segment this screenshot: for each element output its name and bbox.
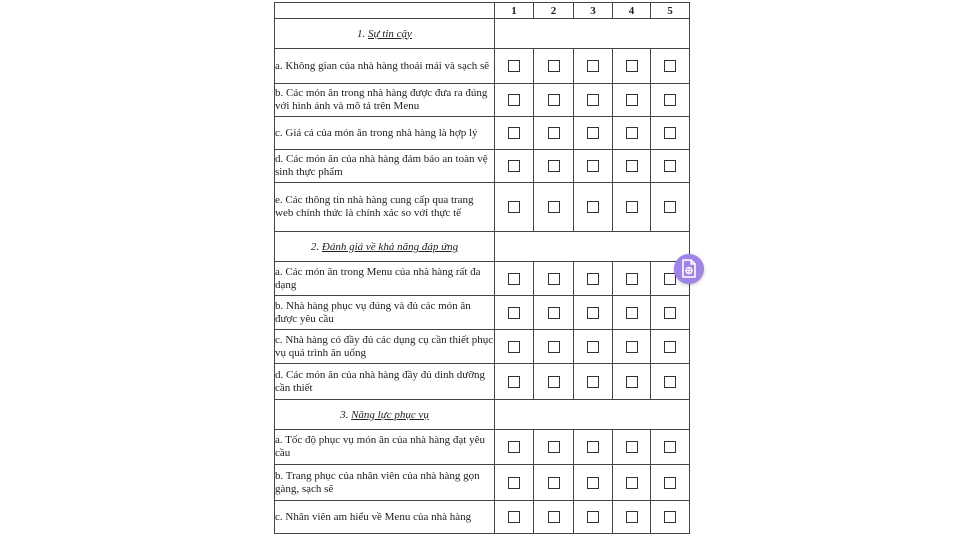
rating-checkbox[interactable] [664, 341, 676, 353]
question-text: e. Các thông tin nhà hàng cung cấp qua trang web chính thức là chính xác so với thực tế [275, 183, 495, 232]
rating-checkbox[interactable] [587, 341, 599, 353]
rating-cell-1 [495, 364, 534, 400]
rating-cell-2 [534, 296, 574, 330]
rating-checkbox[interactable] [548, 441, 560, 453]
rating-checkbox[interactable] [664, 60, 676, 72]
question-text: c. Nhân viên am hiểu về Menu của nhà hàng [275, 501, 495, 534]
rating-checkbox[interactable] [548, 376, 560, 388]
question-text: a. Các món ăn trong Menu của nhà hàng rất đa dạng [275, 262, 495, 296]
question-row [275, 430, 690, 465]
rating-cell-4 [613, 117, 651, 150]
rating-checkbox[interactable] [664, 441, 676, 453]
rating-cell-5 [651, 150, 690, 183]
rating-cell-1 [495, 117, 534, 150]
section-number: 2. [310, 240, 320, 253]
scale-header-row [275, 3, 690, 19]
question-row [275, 296, 690, 330]
rating-cell-1 [495, 501, 534, 534]
rating-cell-4 [613, 84, 651, 117]
scale-col-5: 5 [651, 3, 690, 19]
rating-checkbox[interactable] [587, 160, 599, 172]
rating-cell-3 [574, 150, 613, 183]
rating-cell-1 [495, 150, 534, 183]
rating-checkbox[interactable] [508, 477, 520, 489]
rating-checkbox[interactable] [508, 273, 520, 285]
rating-checkbox[interactable] [508, 201, 520, 213]
rating-checkbox[interactable] [508, 94, 520, 106]
rating-cell-3 [574, 501, 613, 534]
rating-checkbox[interactable] [548, 273, 560, 285]
rating-checkbox[interactable] [664, 511, 676, 523]
rating-checkbox[interactable] [626, 127, 638, 139]
rating-checkbox[interactable] [626, 273, 638, 285]
rating-cell-4 [613, 150, 651, 183]
rating-checkbox[interactable] [548, 127, 560, 139]
rating-cell-5 [651, 296, 690, 330]
rating-checkbox[interactable] [548, 341, 560, 353]
rating-checkbox[interactable] [587, 127, 599, 139]
question-text: d. Các món ăn của nhà hàng đảm bảo an toàn vệ sinh thực phẩm [275, 150, 495, 183]
rating-checkbox[interactable] [548, 511, 560, 523]
rating-cell-3 [574, 465, 613, 501]
section-title-text: Sự tin cậy [368, 27, 412, 40]
rating-checkbox[interactable] [664, 201, 676, 213]
question-text: c. Nhà hàng có đầy đủ các dụng cụ cần thiết phục vụ quá trình ăn uống [275, 330, 495, 364]
section-title [275, 232, 495, 262]
rating-cell-2 [534, 430, 574, 465]
rating-checkbox[interactable] [508, 511, 520, 523]
rating-checkbox[interactable] [508, 376, 520, 388]
rating-cell-2 [534, 117, 574, 150]
rating-cell-4 [613, 183, 651, 232]
rating-cell-5 [651, 330, 690, 364]
rating-cell-1 [495, 296, 534, 330]
rating-checkbox[interactable] [664, 477, 676, 489]
rating-checkbox[interactable] [587, 376, 599, 388]
scale-col-1: 1 [495, 3, 534, 19]
rating-cell-3 [574, 296, 613, 330]
rating-cell-2 [534, 364, 574, 400]
floating-ai-button[interactable] [674, 254, 704, 284]
rating-cell-4 [613, 296, 651, 330]
rating-cell-4 [613, 364, 651, 400]
rating-cell-4 [613, 330, 651, 364]
section-title-text: Năng lực phục vụ [351, 408, 429, 421]
rating-checkbox[interactable] [626, 160, 638, 172]
rating-checkbox[interactable] [587, 60, 599, 72]
question-row [275, 84, 690, 117]
rating-cell-2 [534, 330, 574, 364]
rating-cell-1 [495, 49, 534, 84]
rating-checkbox[interactable] [626, 441, 638, 453]
rating-cell-4 [613, 501, 651, 534]
rating-cell-2 [534, 501, 574, 534]
rating-checkbox[interactable] [587, 94, 599, 106]
rating-cell-2 [534, 262, 574, 296]
rating-checkbox[interactable] [587, 307, 599, 319]
rating-checkbox[interactable] [587, 511, 599, 523]
rating-checkbox[interactable] [587, 441, 599, 453]
rating-checkbox[interactable] [508, 307, 520, 319]
rating-cell-1 [495, 262, 534, 296]
rating-cell-4 [613, 262, 651, 296]
rating-checkbox[interactable] [626, 94, 638, 106]
rating-cell-5 [651, 501, 690, 534]
rating-cell-4 [613, 465, 651, 501]
rating-checkbox[interactable] [664, 94, 676, 106]
section-header-row [275, 400, 690, 430]
section-blank-cell [495, 232, 690, 262]
question-row [275, 330, 690, 364]
question-text: b. Trang phục của nhân viên của nhà hàng gọn gàng, sạch sẽ [275, 465, 495, 501]
header-corner-cell [275, 3, 495, 19]
rating-checkbox[interactable] [626, 60, 638, 72]
section-header-row [275, 232, 690, 262]
rating-cell-5 [651, 430, 690, 465]
rating-cell-1 [495, 84, 534, 117]
rating-cell-3 [574, 364, 613, 400]
rating-checkbox[interactable] [626, 341, 638, 353]
rating-checkbox[interactable] [626, 477, 638, 489]
rating-cell-2 [534, 183, 574, 232]
scale-col-4: 4 [613, 3, 651, 19]
rating-cell-4 [613, 49, 651, 84]
survey-body [275, 19, 690, 534]
scale-col-2: 2 [534, 3, 574, 19]
rating-checkbox[interactable] [548, 60, 560, 72]
section-number: 3. [340, 408, 349, 421]
rating-cell-3 [574, 330, 613, 364]
question-text: b. Nhà hàng phục vụ đúng và đủ các món ăn được yêu cầu [275, 296, 495, 330]
rating-cell-2 [534, 84, 574, 117]
question-row [275, 364, 690, 400]
rating-checkbox[interactable] [626, 201, 638, 213]
rating-checkbox[interactable] [664, 376, 676, 388]
rating-checkbox[interactable] [508, 441, 520, 453]
rating-cell-5 [651, 364, 690, 400]
document-ai-icon [680, 259, 698, 279]
section-title [275, 19, 495, 49]
section-title [275, 400, 495, 430]
rating-checkbox[interactable] [664, 127, 676, 139]
rating-cell-1 [495, 430, 534, 465]
rating-cell-3 [574, 117, 613, 150]
rating-cell-3 [574, 49, 613, 84]
rating-checkbox[interactable] [508, 160, 520, 172]
rating-cell-1 [495, 330, 534, 364]
rating-cell-5 [651, 49, 690, 84]
rating-cell-1 [495, 465, 534, 501]
question-text: a. Không gian của nhà hàng thoải mái và sạch sẽ [275, 49, 495, 84]
rating-checkbox[interactable] [548, 201, 560, 213]
question-text: d. Các món ăn của nhà hàng đầy đủ dinh dưỡng cần thiết [275, 364, 495, 400]
rating-cell-1 [495, 183, 534, 232]
question-text: c. Giá cả của món ăn trong nhà hàng là hợp lý [275, 117, 495, 150]
section-title-text: Đánh giá về khả năng đáp ứng [321, 240, 459, 253]
rating-cell-3 [574, 430, 613, 465]
rating-cell-3 [574, 183, 613, 232]
rating-cell-3 [574, 262, 613, 296]
rating-checkbox[interactable] [664, 160, 676, 172]
question-text: b. Các món ăn trong nhà hàng được đưa ra đúng với hình ảnh và mô tả trên Menu [275, 84, 495, 117]
question-row [275, 150, 690, 183]
rating-checkbox[interactable] [548, 477, 560, 489]
rating-checkbox[interactable] [548, 94, 560, 106]
section-header-row [275, 19, 690, 49]
question-row [275, 117, 690, 150]
rating-cell-5 [651, 465, 690, 501]
question-row [275, 183, 690, 232]
rating-checkbox[interactable] [508, 341, 520, 353]
rating-checkbox[interactable] [508, 60, 520, 72]
question-row [275, 262, 690, 296]
scale-col-3: 3 [574, 3, 613, 19]
question-text: a. Tốc độ phục vụ món ăn của nhà hàng đạt yêu cầu [275, 430, 495, 465]
rating-cell-2 [534, 150, 574, 183]
rating-checkbox[interactable] [626, 376, 638, 388]
rating-checkbox[interactable] [587, 477, 599, 489]
rating-cell-4 [613, 430, 651, 465]
section-blank-cell [495, 400, 690, 430]
rating-cell-5 [651, 84, 690, 117]
question-row [275, 49, 690, 84]
survey-table [274, 2, 690, 534]
rating-checkbox[interactable] [626, 511, 638, 523]
rating-checkbox[interactable] [587, 201, 599, 213]
rating-cell-5 [651, 117, 690, 150]
section-blank-cell [495, 19, 690, 49]
question-row [275, 501, 690, 534]
rating-checkbox[interactable] [626, 307, 638, 319]
rating-checkbox[interactable] [508, 127, 520, 139]
rating-cell-5 [651, 183, 690, 232]
rating-cell-2 [534, 49, 574, 84]
rating-checkbox[interactable] [548, 160, 560, 172]
rating-cell-3 [574, 84, 613, 117]
rating-checkbox[interactable] [587, 273, 599, 285]
question-row [275, 465, 690, 501]
rating-checkbox[interactable] [548, 307, 560, 319]
rating-checkbox[interactable] [664, 307, 676, 319]
rating-cell-2 [534, 465, 574, 501]
section-number: 1. [357, 27, 366, 40]
